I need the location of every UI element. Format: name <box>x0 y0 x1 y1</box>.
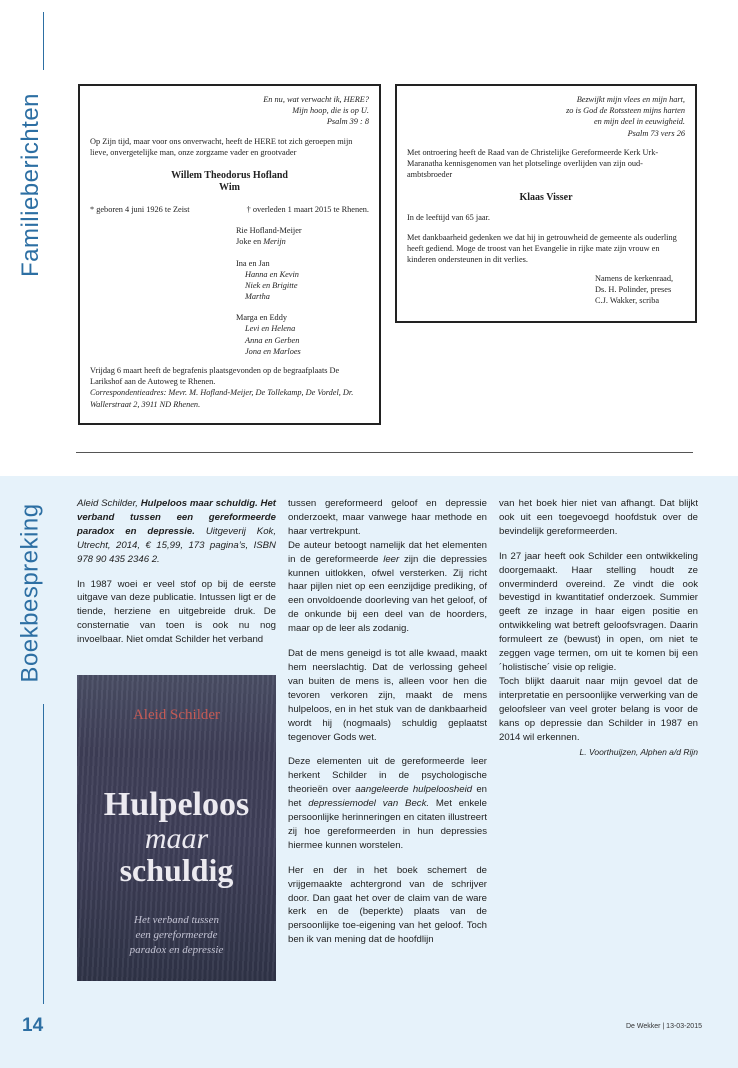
section-rule-top <box>43 12 44 70</box>
family-group: Rie Hofland-Meijer Joke en Merijn <box>236 226 302 247</box>
review-column-1 <box>77 497 276 658</box>
review-paragraph: Dat de mens geneigd is tot alle kwaad, maakt hem neerslachtig. Dat de verlossing geheel van buiten de mens is, alleen voor hen die tevoren verkoren zijn, maakt de mens hulpeloos, en in het stuk van de dankbaarheid wordt hij (nogmaals) schuldig geplaatst tegenover Gods wet. <box>288 648 487 743</box>
review-paragraph: Deze elementen uit de gereformeerde leer herkent Schilder in de psychologische theorieën over aangeleerde hulpeloosheid en het depressiemodel van Beck. Met enkele persoonlijke herinneringen en citaten illustreert zij hoe gereformeerden in hun depressies hiermee kunnen worstelen. <box>288 756 487 851</box>
notice-motto: En nu, wat verwacht ik, HERE? Mijn hoop, die is op U. Psalm 39 : 8 <box>263 95 369 127</box>
life-dates <box>90 204 369 215</box>
death-notice-visser <box>395 84 697 323</box>
deceased-name: Willem Theodorus Hofland Wim <box>171 169 288 193</box>
reviewer-signature: L. Voorthuijzen, Alphen a/d Rijn <box>579 747 698 758</box>
cover-subtitle: Het verband tussen een gereformeerde paradox en depressie <box>129 914 224 956</box>
section-rule-bottom <box>43 704 44 1004</box>
family-group: Ina en Jan Hanna en Kevin Niek en Brigitte Martha <box>236 258 299 302</box>
section-divider <box>76 452 693 453</box>
book-title: Hulpeloos maar schuldig. Het verband tussen een gereformeerde paradox en depressie. <box>77 498 276 537</box>
family-group: Marga en Eddy Levi en Helena Anna en Gerben Jona en Marloes <box>236 313 301 356</box>
notice-signature: Namens de kerkenraad, Ds. H. Polinder, preses C.J. Wakker, scriba <box>595 274 674 306</box>
death-notice-hofland <box>78 84 381 425</box>
review-paragraph: Toch blijkt daaruit naar mijn gevoel dat de interpretatie en persoonlijke verwerking van de geloofsleer van veel groter belang is voor de kans op depressie dan Schilder in 1987 en 2014 wil erkennen. <box>499 675 698 743</box>
correspondence-address: Correspondentieadres: Mevr. M. Hofland-Meijer, De Tollekamp, De Vordel, Dr. Wallerstraat 2, 3911 ND Rhenen. <box>90 388 354 409</box>
age-line: In de leeftijd van 65 jaar. <box>407 213 490 223</box>
family-list <box>236 225 369 357</box>
issue-footer: De Wekker | 13-03-2015 <box>625 1023 702 1030</box>
review-paragraph: In 27 jaar heeft ook Schilder een ontwikkeling doorgemaakt. Haar stelling houdt ze onverminderd overeind. Ze vindt die ook bevestigd in kwantitatief onderzoek. Summier geeft ze inzage in haar eigen positie en ontwikkeling wat betreft geloofsvragen. Daarin formuleert ze (bewust) in open, om niet te zeggen vage termen, om uit te komen bij een ´holistische´ visie op religie. <box>499 550 698 673</box>
notice-intro: Met ontroering heeft de Raad van de Christelijke Gereformeerde Kerk Urk-Maranatha kennisgenomen van het plotselinge overlijden van zijn oud-ambtsbroeder <box>407 147 659 180</box>
section-title-text: Familieberichten <box>17 92 45 278</box>
section-title-text: Boekbespreking <box>17 503 44 683</box>
review-paragraph: Her en der in het boek schemert de vrijgemaakte achtergrond van de schrijver door. Dan gaat het over de claim van de ware kerk en de (beperkte) plaats van de persoonlijke toe-eigening van het geloof. Toch ben ik van mening dat de hoofdlijn <box>288 864 487 946</box>
notice-intro: Op Zijn tijd, maar voor ons onverwacht, heeft de HERE tot zich geroepen mijn lieve, onvergetelijke man, onze zorgzame vader en grootvader <box>90 136 353 157</box>
book-cover-image <box>77 675 276 981</box>
page-number: 14 <box>22 1015 44 1036</box>
funeral-info: Vrijdag 6 maart heeft de begrafenis plaatsgevonden op de begraafplaats De Larikshof aan de Autoweg te Rhenen. <box>90 366 340 387</box>
review-paragraph: In 1987 woei er veel stof op bij de eerste uitgave van deze publicatie. Intussen ligt er de tiende, herziene en uitgebreide druk. De consternatie van toen is ook nu nog invoelbaar. Niet omdat Schilder het verband <box>77 578 276 646</box>
section-title-familieberichten <box>14 80 48 290</box>
birth-date: * geboren 4 juni 1926 te Zeist <box>90 204 190 214</box>
review-paragraph: De auteur betoogt namelijk dat het elementen in de gereformeerde leer zijn die depressies kunnen uitlokken, ofwel versterken. Zij richt haar pijlen niet op een eenzijdige prediking, of een onvoldoende doorleving van het geloof, of de onkunde bij een deel van de hoorders, maar op de leer als zodanig. <box>288 539 487 635</box>
section-title-boekbespreking <box>14 488 48 698</box>
notice-motto: Bezwijkt mijn vlees en mijn hart, zo is God de Rotssteen mijns harten en mijn deel in eeuwigheid. Psalm 73 vers 26 <box>566 95 685 138</box>
notice-body: Met dankbaarheid gedenken we dat hij in getrouwheid de gemeente als ouderling heeft gediend. Moge de troost van het Evangelie in rijke mate zijn vrouw en kinderen ondersteunen in dit verlies. <box>407 232 677 264</box>
review-column-3 <box>499 497 698 759</box>
review-paragraph: tussen gereformeerd geloof en depressie onderzoekt, maar vanwege haar methode en haar vertrekpunt. <box>288 498 487 537</box>
cover-author: Aleid Schilder <box>132 707 221 723</box>
cover-title: Hulpeloos maar schuldig <box>103 786 250 889</box>
review-column-2 <box>288 497 487 958</box>
deceased-name: Klaas Visser <box>519 192 573 204</box>
review-paragraph: van het boek hier niet van afhangt. Dat blijkt ook uit een toegevoegd hoofdstuk over de bevindelijk gereformeerden. <box>499 498 698 537</box>
book-details: Aleid Schilder, Hulpeloos maar schuldig. Het verband tussen een gereformeerde paradox en depressie. Uitgeverij Kok, Utrecht, 2014, € 15,99, 173 pagina’s, ISBN 978 90 435 2346 2. <box>77 498 276 565</box>
death-date: † overleden 1 maart 2015 te Rhenen. <box>246 204 369 214</box>
